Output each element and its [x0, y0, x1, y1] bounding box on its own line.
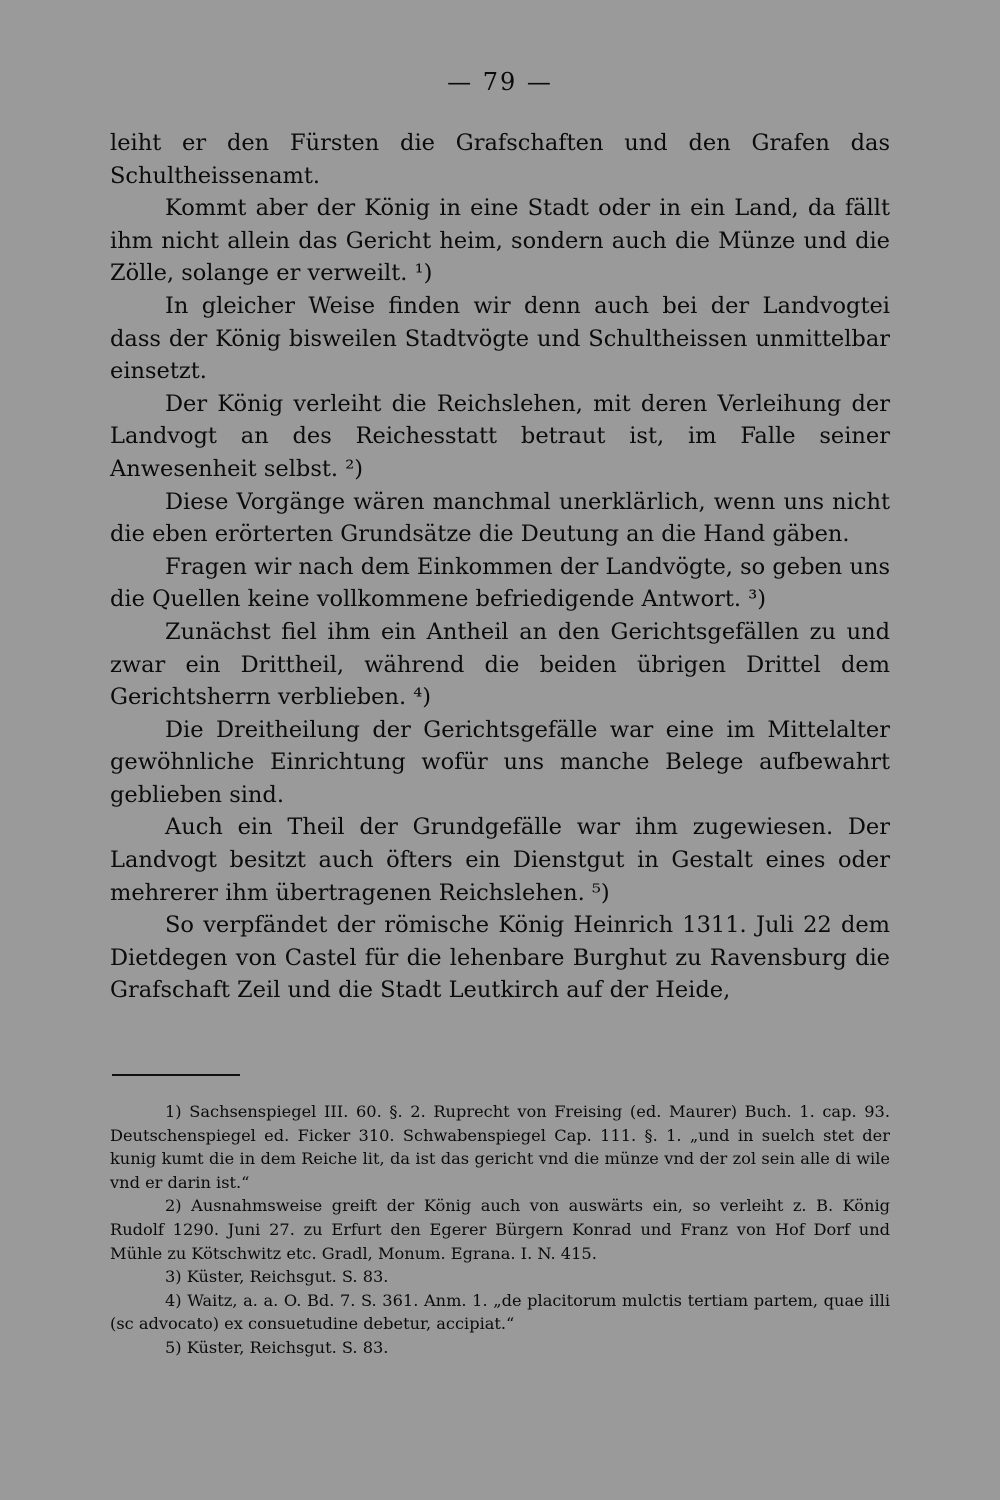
paragraph: In gleicher Weise finden wir denn auch bei der Landvogtei dass der König bisweilen Stadtvögte und Schultheissen unmittelbar einsetzt.	[110, 292, 890, 385]
footnote-divider	[112, 1074, 240, 1076]
footnote: 5) Küster, Reichsgut. S. 83.	[165, 1337, 389, 1357]
paragraph: Die Dreitheilung der Gerichtsgefälle war eine im Mittelalter gewöhnliche Einrichtung wofür uns manche Belege aufbewahrt geblieben sind.	[110, 716, 890, 808]
paragraph: Kommt aber der König in eine Stadt oder in ein Land, da fällt ihm nicht allein das Gericht heim, sondern auch die Münze und die Zölle, solange er verweilt. ¹)	[110, 195, 890, 287]
paragraph: leiht er den Fürsten die Grafschaften und den Grafen das Schultheissenamt.	[110, 130, 890, 189]
paragraph: Fragen wir nach dem Einkommen der Landvögte, so geben uns die Quellen keine vollkommene befriedigende Antwort. ³)	[110, 553, 890, 613]
footnote: 3) Küster, Reichsgut. S. 83.	[165, 1267, 389, 1287]
body-text	[110, 127, 890, 1007]
paragraph: So verpfändet der römische König Heinrich 1311. Juli 22 dem Dietdegen von Castel für die lehenbare Burghut zu Ravensburg die Grafschaft Zeil und die Stadt Leutkirch auf der Heide,	[110, 912, 890, 1004]
footnote: 2) Ausnahmsweise greift der König auch von auswärts ein, so verleiht z. B. König Rudolf 1290. Juni 27. zu Erfurt den Egerer Bürgern Konrad und Franz von Hof Dorf und Mühle zu Kötschwitz etc. Gradl, Monum. Egrana. I. N. 415.	[110, 1196, 890, 1263]
paragraph: Der König verleiht die Reichslehen, mit deren Verleihung der Landvogt an des Reichesstatt betraut ist, im Falle seiner Anwesenheit selbst. ²)	[110, 390, 890, 482]
footnote: 1) Sachsenspiegel III. 60. §. 2. Ruprecht von Freising (ed. Maurer) Buch. 1. cap. 93. Deutschenspiegel ed. Ficker 310. Schwabenspiegel Cap. 111. §. 1. „und in suelch stet der kunig kumt die in dem Reiche lit, da ist das gericht vnd die münze vnd der zol sein alle di wile vnd er darin ist.“	[110, 1102, 890, 1192]
paragraph: Diese Vorgänge wären manchmal unerklärlich, wenn uns nicht die eben erörterten Grundsätze die Deutung an die Hand gäben.	[110, 488, 890, 548]
paragraph: Zunächst fiel ihm ein Antheil an den Gerichtsgefällen zu und zwar ein Drittheil, während die beiden übrigen Drittel dem Gerichtsherrn verblieben. ⁴)	[110, 618, 890, 711]
page-number: — 79 —	[447, 68, 553, 96]
footnotes	[110, 1100, 890, 1360]
paragraph: Auch ein Theil der Grundgefälle war ihm zugewiesen. Der Landvogt besitzt auch öfters ein Dienstgut in Gestalt eines oder mehrerer ihm übertragenen Reichslehen. ⁵)	[110, 814, 890, 906]
footnote: 4) Waitz, a. a. O. Bd. 7. S. 361. Anm. 1. „de placitorum mulctis tertiam partem, quae illi (sc advocato) ex consuetudine debetur, accipiat.“	[110, 1290, 890, 1334]
